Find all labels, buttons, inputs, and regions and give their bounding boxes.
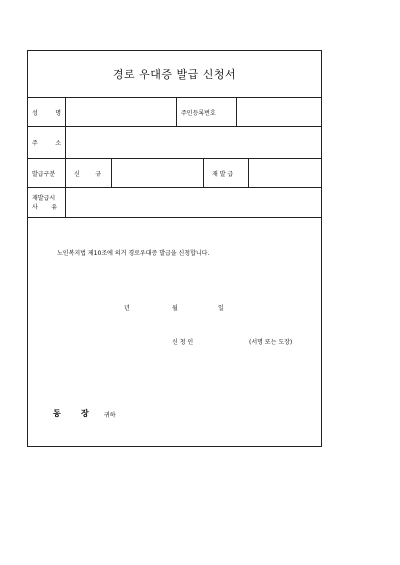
new-field[interactable] bbox=[111, 159, 203, 187]
application-form bbox=[27, 50, 322, 447]
rrn-label: 주민등록번호 bbox=[176, 98, 236, 126]
new-label bbox=[65, 159, 111, 187]
date-month: 월 bbox=[172, 305, 178, 312]
reason-label-char-2: 유 bbox=[51, 203, 57, 211]
new-label-char-1: 신 bbox=[74, 170, 80, 178]
reason-label-char-1: 사 bbox=[32, 203, 38, 211]
name-label-char-1: 성 bbox=[32, 109, 38, 117]
applicant-label: 신 청 인 bbox=[172, 339, 194, 346]
address-label-char-1: 주 bbox=[32, 140, 38, 147]
date-year: 년 bbox=[124, 305, 130, 312]
name-row bbox=[28, 98, 321, 127]
reason-label-line1: 재발급시 bbox=[32, 194, 56, 202]
reissue-label: 재 발 급 bbox=[203, 159, 248, 187]
reason-label-line2 bbox=[32, 203, 65, 212]
name-label-char-2: 명 bbox=[55, 109, 61, 117]
new-label-char-2: 규 bbox=[95, 170, 101, 178]
addressee-char-1: 동 bbox=[53, 408, 61, 418]
date-day: 일 bbox=[218, 305, 224, 312]
reason-label bbox=[28, 188, 65, 217]
name-field[interactable] bbox=[65, 98, 176, 126]
reason-field[interactable] bbox=[65, 188, 323, 217]
address-label-char-2: 소 bbox=[55, 140, 61, 147]
reason-row bbox=[28, 188, 321, 218]
reissue-field[interactable] bbox=[248, 159, 323, 187]
issue-type-row bbox=[28, 159, 321, 188]
address-label bbox=[28, 127, 65, 158]
rrn-field[interactable] bbox=[236, 98, 323, 126]
form-title: 경로 우대증 발급 신청서 bbox=[28, 51, 321, 98]
name-label bbox=[28, 98, 65, 126]
address-row bbox=[28, 127, 321, 159]
statement-text: 노인복지법 제10조에 의거 경로우대증 발급을 신청합니다. bbox=[57, 250, 210, 257]
issue-type-label: 발급구분 bbox=[32, 170, 56, 178]
addressee-char-2: 장 bbox=[81, 408, 89, 418]
address-field[interactable] bbox=[65, 127, 323, 158]
signature-note: (서명 또는 도장) bbox=[249, 339, 293, 346]
addressee-suffix: 귀하 bbox=[104, 412, 116, 419]
